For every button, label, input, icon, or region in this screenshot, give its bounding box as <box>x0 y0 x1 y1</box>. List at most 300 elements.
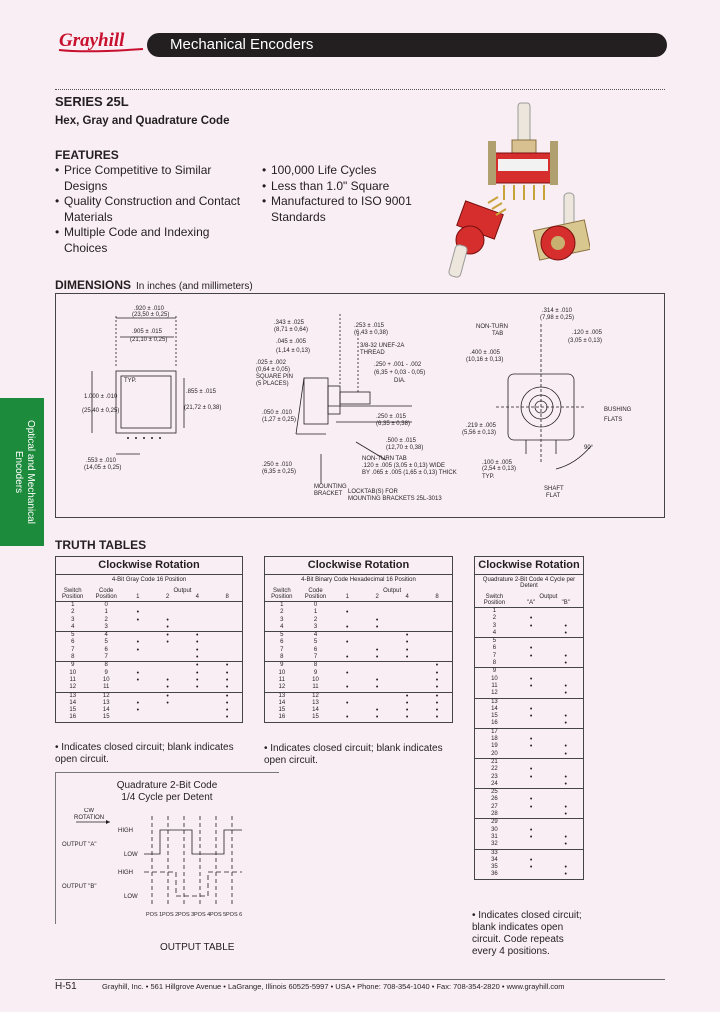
output-cell: • <box>529 743 533 751</box>
output-cell <box>514 819 549 827</box>
output-cell <box>422 632 452 640</box>
table-row <box>56 654 242 662</box>
table-cell: 15 <box>278 707 286 714</box>
feature-item: • 100,000 Life Cycles <box>262 163 432 179</box>
dim-label: .250 ± .015 <box>376 414 406 420</box>
output-cell <box>153 670 183 677</box>
output-cell <box>123 654 153 662</box>
dim-label: (1,14 ± 0,13) <box>276 348 310 354</box>
table-row <box>56 617 242 624</box>
output-cell <box>362 700 392 707</box>
table-cell: 17 <box>475 728 514 736</box>
dim-label: (25,40 ± 0,25) <box>82 408 120 414</box>
output-cell: • <box>564 811 567 819</box>
table-cell: 15 <box>491 713 498 720</box>
output-cell: • <box>196 646 199 654</box>
output-cell: • <box>435 684 439 692</box>
dim-label: .120 ± .005 (3,05 ± 0,13) WIDE <box>362 463 445 469</box>
output-cell <box>392 602 422 610</box>
output-cell: • <box>346 609 349 617</box>
table-row <box>475 706 583 713</box>
table-row <box>475 668 583 676</box>
output-cell: • <box>529 803 533 811</box>
output-cell <box>182 700 212 707</box>
output-cell <box>212 632 242 640</box>
output-cell <box>392 624 422 632</box>
output-cell: • <box>225 684 229 692</box>
table-cell: 20 <box>491 750 498 757</box>
table-cell: 2 <box>313 616 318 623</box>
output-cell: • <box>375 654 379 662</box>
dim-label: (10,16 ± 0,13) <box>466 357 504 363</box>
table-row <box>265 647 452 654</box>
dim-label: .250 ± .010 <box>262 462 292 468</box>
table-cell: 8 <box>280 654 284 661</box>
output-cell: • <box>529 736 533 744</box>
table-row <box>56 624 242 632</box>
output-cell <box>332 662 362 670</box>
table-cell: 2 <box>280 609 284 616</box>
table-row <box>265 624 452 632</box>
table-row <box>475 720 583 728</box>
dim-label: TAB <box>492 331 504 337</box>
output-cell <box>182 602 212 610</box>
output-cell: • <box>136 616 140 624</box>
page-number: H-51 <box>55 981 77 992</box>
dim-label: (5 PLACES) <box>256 381 289 387</box>
output-a-label: OUTPUT "A" <box>62 842 97 848</box>
table-cell: 4 <box>492 629 497 636</box>
table-cell: 14 <box>278 699 286 706</box>
output-cell: • <box>136 609 140 617</box>
dim-label: (6,35 ± 0,25) <box>262 469 296 475</box>
table-row <box>56 609 242 616</box>
output-cell: • <box>529 773 533 781</box>
output-cell <box>212 654 242 662</box>
table-cell: 19 <box>491 743 498 750</box>
page-title: Mechanical Encoders <box>170 36 314 53</box>
binary-code-table <box>264 556 453 723</box>
table-row <box>475 660 583 668</box>
position-label: POS 3 <box>178 912 195 918</box>
table-row <box>265 707 452 714</box>
table-cell: 12 <box>278 684 286 691</box>
output-cell: • <box>166 684 169 692</box>
col-header: Switch Position <box>475 593 514 608</box>
table-cell: 5 <box>475 638 514 646</box>
table-row <box>265 662 452 670</box>
table-cell: 4 <box>89 632 122 640</box>
table-cell: 12 <box>69 684 77 691</box>
output-cell <box>548 789 583 797</box>
output-cell <box>182 707 212 714</box>
dim-label: LOCKTAB(S) FOR <box>348 489 398 495</box>
dim-label: FLAT <box>546 493 561 499</box>
output-cell: • <box>405 707 409 715</box>
table-cell: 13 <box>265 692 299 700</box>
table-cell: 3 <box>104 623 108 630</box>
output-cell: • <box>405 639 409 647</box>
output-cell <box>362 632 392 640</box>
output-cell: • <box>136 707 140 715</box>
output-cell: • <box>422 692 452 700</box>
table-cell: 8 <box>71 654 75 661</box>
table-row <box>265 654 452 662</box>
dim-label: .050 ± .010 <box>262 410 292 416</box>
output-cell: • <box>346 699 349 707</box>
table-cell: 10 <box>312 676 319 683</box>
table-row <box>475 683 583 690</box>
output-cell <box>422 624 452 632</box>
table-cell: 6 <box>313 646 318 653</box>
output-cell <box>332 692 362 700</box>
output-cell: • <box>564 773 567 781</box>
dim-label: SHAFT <box>544 486 564 492</box>
series-subtitle: Hex, Gray and Quadrature Code <box>55 115 230 127</box>
table-cell: 33 <box>475 849 514 857</box>
output-cell <box>392 684 422 692</box>
output-cell <box>212 617 242 624</box>
output-cell: • <box>166 623 169 631</box>
table-cell: 16 <box>491 720 498 727</box>
table-row <box>56 684 242 692</box>
output-cell <box>123 692 153 700</box>
output-cell <box>514 841 549 849</box>
dim-label: .314 ± .010 <box>542 308 572 314</box>
table-cell: 5 <box>104 639 108 646</box>
table-cell: 7 <box>280 646 284 653</box>
output-cell: • <box>435 714 439 722</box>
table-cell: 6 <box>71 639 75 646</box>
truth-tables-heading: TRUTH TABLES <box>55 538 147 552</box>
output-cell <box>548 819 583 827</box>
output-cell <box>422 617 452 624</box>
output-cell: • <box>564 660 567 668</box>
high-label: HIGH <box>118 828 133 834</box>
table-cell: 34 <box>491 856 498 863</box>
output-cell <box>548 676 583 683</box>
table-cell: 16 <box>69 714 77 721</box>
output-cell: • <box>375 623 379 631</box>
dimensions-heading: DIMENSIONS In inches (and millimeters) <box>55 278 253 292</box>
table-cell: 22 <box>491 766 498 773</box>
dim-label: MOUNTING BRACKETS 25L-3013 <box>348 496 442 502</box>
encoder-photo <box>440 95 590 285</box>
output-cell: • <box>529 796 533 804</box>
table-cell: 15 <box>312 714 319 721</box>
output-cell: • <box>529 645 533 653</box>
table-row <box>265 609 452 616</box>
table-row <box>475 698 583 706</box>
output-cell: • <box>529 615 533 623</box>
dim-label: .920 ± .010 <box>134 306 164 312</box>
output-cell <box>548 645 583 652</box>
position-label: POS 5 <box>210 912 227 918</box>
output-cell: • <box>435 669 439 677</box>
table-row <box>56 677 242 684</box>
output-cell: • <box>564 713 567 721</box>
feature-item: • Quality Construction and Contact Materials <box>55 194 255 225</box>
quad-table-title: Clockwise Rotation <box>475 557 583 575</box>
table-row <box>475 630 583 638</box>
output-cell: • <box>225 707 229 715</box>
table-cell: 36 <box>491 871 498 878</box>
output-cell <box>182 609 212 616</box>
dim-label: FLATS <box>604 417 623 423</box>
table-cell: 29 <box>475 819 514 827</box>
output-cell <box>123 662 153 670</box>
quad-note: • Indicates closed circuit; blank indicates open circuit. Code repeats every 4 positions. <box>472 910 582 957</box>
dim-label: (7,98 ± 0,25) <box>540 315 574 321</box>
output-cell <box>514 690 549 698</box>
table-cell: 12 <box>491 690 498 697</box>
col-header: Switch Position <box>56 587 89 602</box>
output-cell <box>422 654 452 662</box>
table-cell: 11 <box>103 684 110 691</box>
output-cell <box>182 624 212 632</box>
output-cell <box>182 714 212 721</box>
output-cell <box>514 668 549 676</box>
output-cell <box>123 632 153 640</box>
feature-item: • Less than 1.0" Square <box>262 179 432 195</box>
output-table-caption: OUTPUT TABLE <box>160 942 235 953</box>
dim-label: (8,71 ± 0,64) <box>274 327 308 333</box>
output-cell: • <box>405 646 409 654</box>
output-cell <box>514 728 549 736</box>
output-cell: • <box>346 639 349 647</box>
dim-label: TYP. <box>124 378 137 384</box>
output-cell <box>392 617 422 624</box>
output-cell: • <box>136 646 140 654</box>
output-cell <box>422 609 452 616</box>
output-cell: • <box>196 654 199 662</box>
output-cell: • <box>136 699 140 707</box>
dim-label: .025 ± .002 <box>256 360 286 366</box>
output-cell <box>514 608 549 616</box>
table-row <box>475 728 583 736</box>
table-cell: 11 <box>491 682 498 689</box>
output-cell <box>362 609 392 616</box>
table-cell: 3 <box>280 616 284 623</box>
brand-text: Grayhill <box>59 30 125 51</box>
output-cell: • <box>405 654 409 662</box>
table-cell: 1 <box>313 609 318 616</box>
dim-label: .253 ± .015 <box>354 323 384 329</box>
table-cell: 14 <box>69 699 77 706</box>
table-row <box>475 789 583 797</box>
output-cell <box>548 728 583 736</box>
binary-table-grid <box>265 587 452 722</box>
output-cell <box>514 789 549 797</box>
feature-item: • Manufactured to ISO 9001 Standards <box>262 194 432 225</box>
output-cell <box>362 670 392 677</box>
table-row <box>475 713 583 720</box>
table-cell: 10 <box>278 669 286 676</box>
grayhill-logo <box>57 28 145 54</box>
table-row <box>56 670 242 677</box>
output-cell <box>123 714 153 721</box>
dim-label: .219 ± .005 <box>466 423 496 429</box>
dim-label: (0,64 ± 0,05) <box>256 367 290 373</box>
dim-label: .250 + .001 - .002 <box>374 362 422 368</box>
dim-label: (1,27 ± 0,25) <box>262 417 296 423</box>
output-cell: • <box>196 684 199 692</box>
position-label: POS 6 <box>226 912 243 918</box>
table-row <box>56 692 242 700</box>
output-cell <box>514 720 549 728</box>
table-cell: 13 <box>475 698 514 706</box>
dim-label: (12,70 ± 0,38) <box>386 445 424 451</box>
gray-note: • Indicates closed circuit; blank indicates open circuit. <box>55 742 234 765</box>
output-cell: • <box>196 676 199 684</box>
table-cell: 13 <box>312 699 319 706</box>
table-row <box>265 692 452 700</box>
output-cell <box>422 639 452 646</box>
output-cell <box>392 670 422 677</box>
low-label: LOW <box>124 894 138 900</box>
table-cell: 10 <box>491 675 498 682</box>
dim-label: BY .065 ± .005 (1,65 ± 0,13) THICK <box>362 470 457 476</box>
dim-label: BRACKET <box>314 491 343 497</box>
output-cell: • <box>564 743 567 751</box>
table-row <box>475 819 583 827</box>
table-cell: 5 <box>56 632 89 640</box>
position-label: POS 1 <box>146 912 163 918</box>
output-cell <box>392 662 422 670</box>
output-cell: • <box>346 714 349 722</box>
output-cell: • <box>153 692 183 700</box>
table-row <box>56 647 242 654</box>
table-cell: 5 <box>265 632 299 640</box>
output-cell: • <box>405 714 409 722</box>
output-cell <box>548 736 583 743</box>
table-row <box>475 615 583 622</box>
table-row <box>475 849 583 857</box>
output-cell <box>548 827 583 834</box>
footer-contact: Grayhill, Inc. • 561 Hillgrove Avenue • LaGrange, Illinois 60525-5997 • USA • Phone: 708-354-1040 • Fax: 708-354-2820 • www.grayhill.com <box>102 982 565 991</box>
table-cell: 27 <box>491 803 498 810</box>
table-cell: 2 <box>104 616 108 623</box>
output-cell: • <box>166 676 169 684</box>
table-row <box>475 774 583 781</box>
table-cell: 10 <box>102 676 110 683</box>
table-row <box>475 743 583 750</box>
table-row <box>475 653 583 660</box>
table-cell: 14 <box>102 707 110 714</box>
output-cell: • <box>375 714 379 722</box>
dim-label: (6,35 + 0,03 - 0,05) <box>374 370 426 376</box>
output-cell: • <box>564 690 567 698</box>
dim-label: .400 ± .005 <box>470 350 500 356</box>
table-cell: 24 <box>491 780 498 787</box>
output-cell <box>123 684 153 692</box>
table-cell: 12 <box>89 692 122 700</box>
dim-label: (23,50 ± 0,25) <box>132 312 170 318</box>
col-header: Code Position <box>89 587 122 602</box>
output-cell: • <box>564 652 567 660</box>
table-cell: 3 <box>313 623 318 630</box>
quadrature-diagram-title: Quadrature 2-Bit Code 1/4 Cycle per Detent <box>116 780 218 803</box>
output-cell: • <box>564 803 567 811</box>
output-cell <box>123 624 153 632</box>
table-row <box>475 796 583 803</box>
output-cell <box>153 714 183 721</box>
table-row <box>265 684 452 692</box>
dim-label: NON-TURN <box>476 324 508 330</box>
dim-label: SQUARE PIN <box>256 374 294 380</box>
output-cell: • <box>346 654 349 662</box>
output-cell: • <box>225 676 229 684</box>
table-cell: 8 <box>492 660 497 667</box>
table-cell: 1 <box>492 608 497 614</box>
binary-table-subtitle: 4-Bit Binary Code Hexadecimal 16 Position <box>301 577 416 583</box>
output-cell: • <box>529 652 533 660</box>
cw-label: CW <box>84 808 94 814</box>
output-cell: • <box>564 720 567 728</box>
position-label: POS 4 <box>194 912 211 918</box>
quad-table-grid <box>475 593 583 879</box>
output-cell <box>332 602 362 610</box>
output-cell: • <box>564 682 567 690</box>
table-cell: 6 <box>104 646 108 653</box>
output-cell: • <box>136 639 140 647</box>
table-cell: 12 <box>299 692 333 700</box>
output-cell: • <box>564 833 567 841</box>
table-row <box>265 714 452 721</box>
output-cell: • <box>153 632 183 640</box>
cw-label: ROTATION <box>74 815 105 821</box>
table-row <box>475 736 583 743</box>
table-cell: 21 <box>475 758 514 766</box>
dim-label: MOUNTING <box>314 484 347 490</box>
output-cell: • <box>225 699 229 707</box>
output-cell: • <box>529 705 533 713</box>
output-cell: • <box>346 623 349 631</box>
table-row <box>475 608 583 616</box>
table-cell: 6 <box>280 639 284 646</box>
table-row <box>265 617 452 624</box>
binary-table-title: Clockwise Rotation <box>265 557 452 575</box>
table-cell: 8 <box>89 662 122 670</box>
table-row <box>475 811 583 819</box>
output-cell <box>153 707 183 714</box>
output-cell: • <box>564 780 567 788</box>
table-cell: 2 <box>492 615 497 622</box>
output-cell <box>332 632 362 640</box>
table-cell: 9 <box>313 669 318 676</box>
output-cell: • <box>564 750 567 758</box>
table-row <box>475 758 583 766</box>
table-row <box>475 871 583 878</box>
table-cell: 5 <box>313 639 318 646</box>
feature-item: • Price Competitive to Similar Designs <box>55 163 255 194</box>
output-cell: • <box>529 682 533 690</box>
output-cell: • <box>166 639 169 647</box>
dim-label: (21,72 ± 0,38) <box>184 405 222 411</box>
output-cell <box>332 707 362 714</box>
dim-label: (21,10 ± 0,25) <box>130 337 168 343</box>
dim-label: .100 ± .005 <box>482 460 512 466</box>
output-cell <box>548 698 583 706</box>
header-divider <box>55 89 665 90</box>
output-cell: • <box>196 669 199 677</box>
table-cell: 18 <box>491 736 498 743</box>
dim-label: (14,05 ± 0,25) <box>84 465 122 471</box>
col-header: Switch Position <box>265 587 299 602</box>
table-row <box>56 707 242 714</box>
dim-label: DIA. <box>394 378 406 384</box>
table-row <box>475 638 583 646</box>
